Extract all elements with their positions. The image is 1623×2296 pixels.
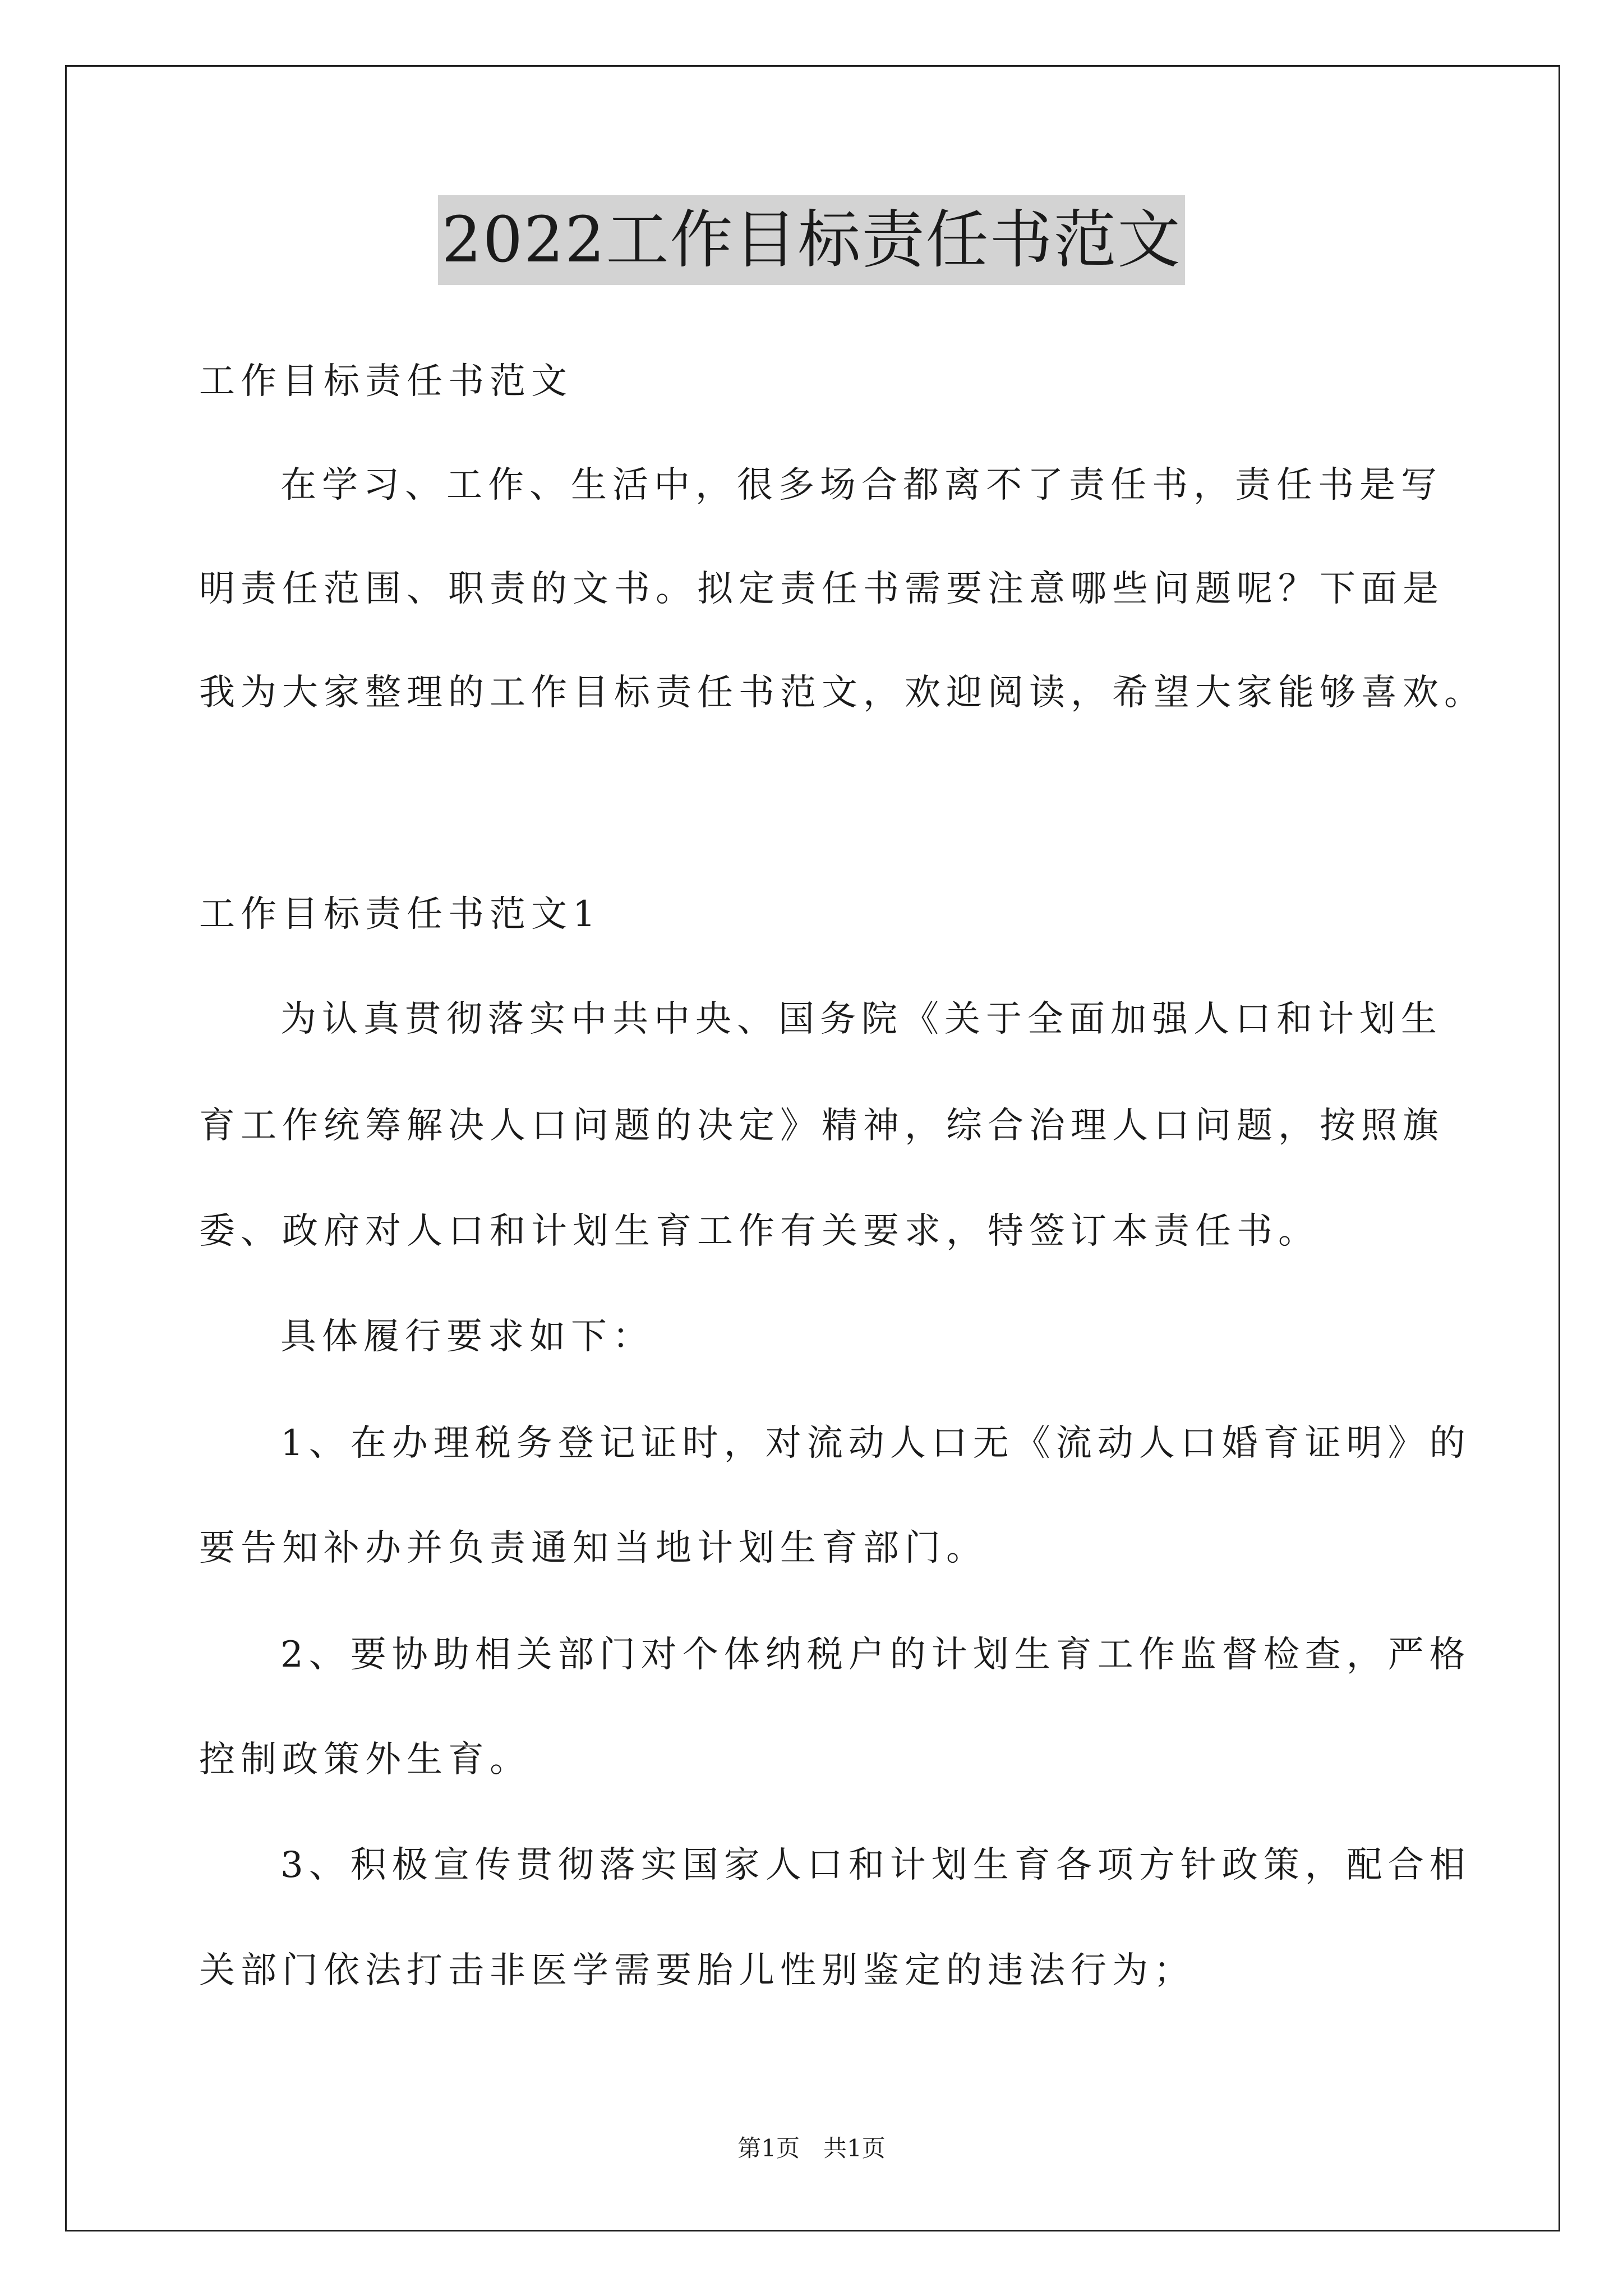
paragraph-line: 明责任范围、职责的文书。拟定责任书需要注意哪些问题呢？下面是 — [199, 568, 1444, 610]
section-heading: 工作目标责任书范文1 — [199, 894, 601, 935]
paragraph-line: 控制政策外生育。 — [199, 1739, 531, 1780]
document-title — [0, 195, 1623, 285]
paragraph-line: 育工作统筹解决人口问题的决定》精神，综合治理人口问题，按照旗 — [199, 1105, 1444, 1147]
paragraph-line: 1、在办理税务登记证时，对流动人口无《流动人口婚育证明》的 — [280, 1423, 1471, 1464]
paragraph-line: 委、政府对人口和计划生育工作有关要求，特签订本责任书。 — [199, 1211, 1320, 1252]
paragraph-line: 要告知补办并负责通知当地计划生育部门。 — [199, 1527, 988, 1569]
paragraph-line: 3、积极宣传贯彻落实国家人口和计划生育各项方针政策，配合相 — [280, 1844, 1471, 1886]
paragraph-line: 为认真贯彻落实中共中央、国务院《关于全面加强人口和计划生 — [280, 999, 1442, 1040]
paragraph-line: 具体履行要求如下： — [280, 1316, 654, 1358]
document-title-text: 2022工作目标责任书范文 — [438, 195, 1184, 285]
paragraph-line: 我为大家整理的工作目标责任书范文，欢迎阅读，希望大家能够喜欢。 — [199, 672, 1486, 714]
page-footer: 第1页 共1页 — [737, 2134, 886, 2162]
paragraph-line: 关部门依法打击非医学需要胎儿性别鉴定的违法行为； — [199, 1950, 1195, 1991]
paragraph-line: 在学习、工作、生活中，很多场合都离不了责任书，责任书是写 — [280, 464, 1442, 506]
paragraph-line: 2、要协助相关部门对个体纳税户的计划生育工作监督检查，严格 — [280, 1634, 1471, 1676]
section-heading: 工作目标责任书范文 — [199, 361, 573, 402]
